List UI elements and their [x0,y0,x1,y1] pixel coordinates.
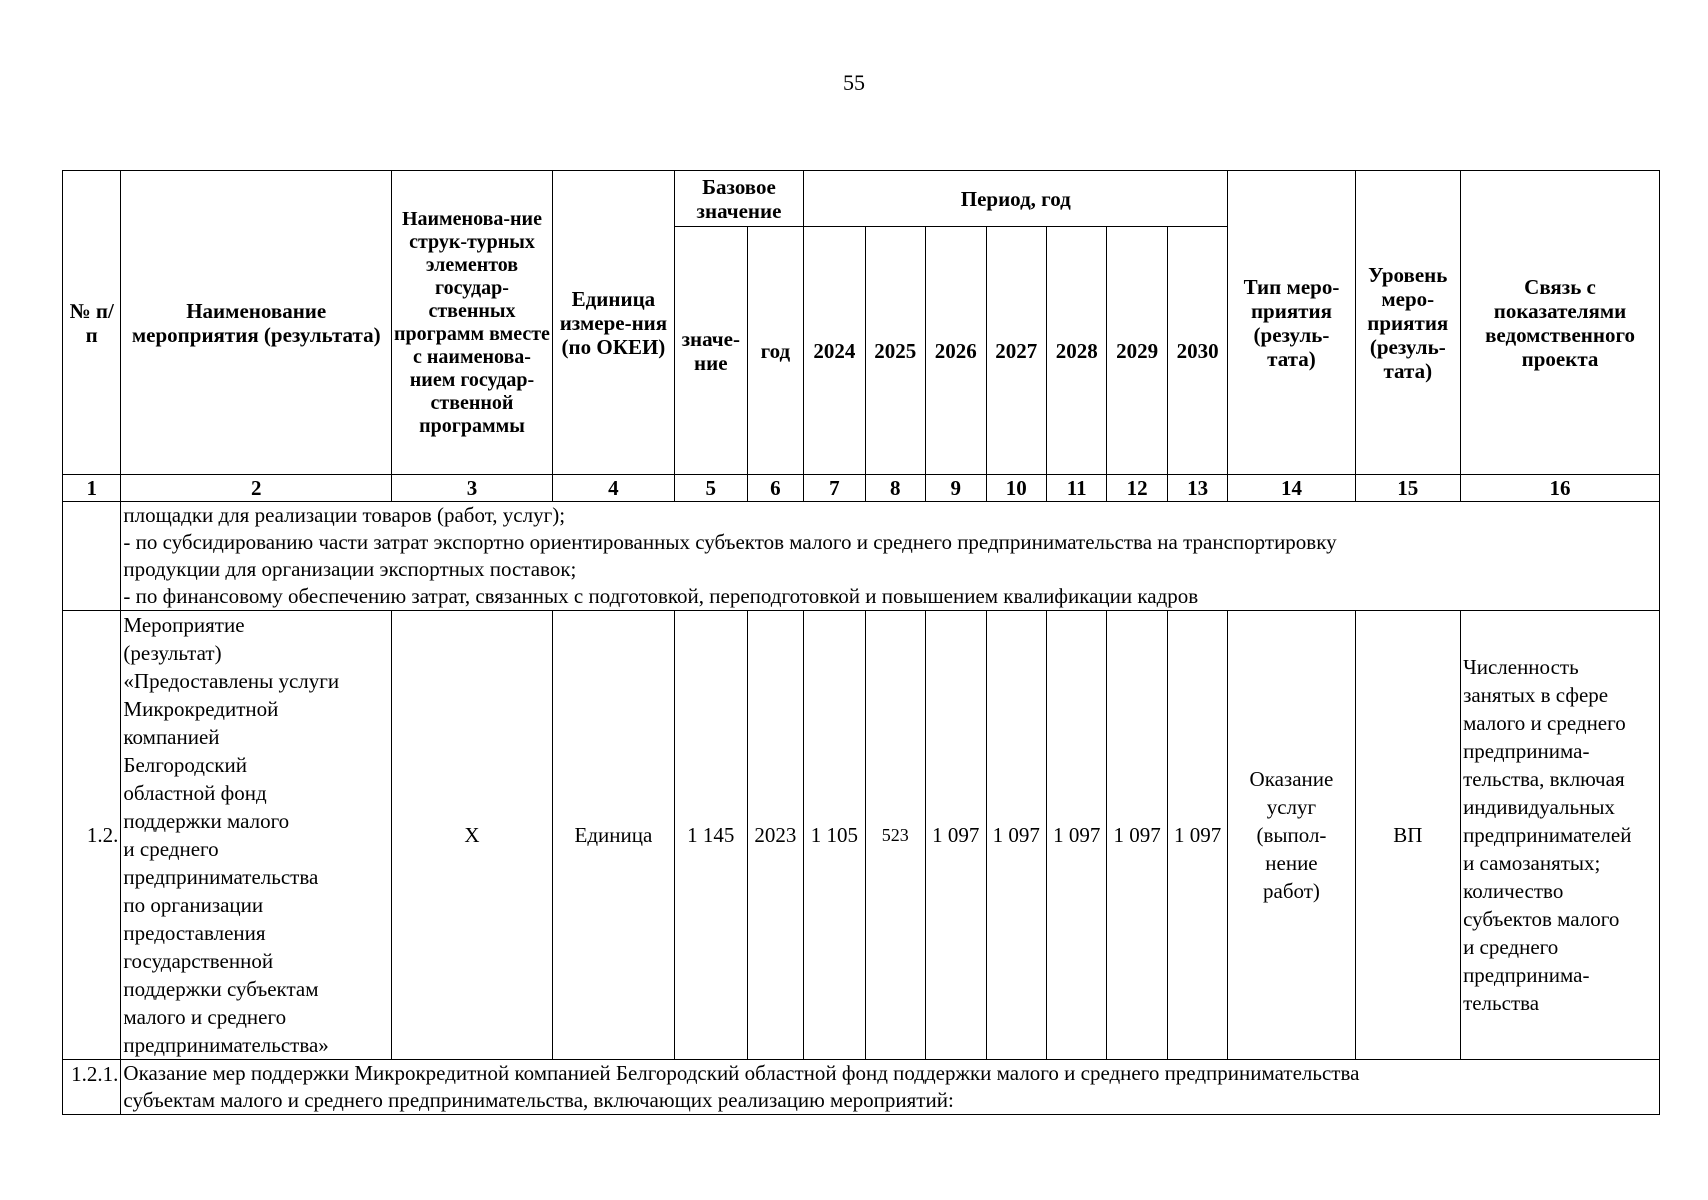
indicator-link [1461,611,1660,1060]
link-line: Численность [1463,655,1579,679]
link-line: субъектов малого [1463,907,1620,931]
name-line: предоставления [123,921,266,945]
name-line: предпринимательства» [123,1033,329,1057]
value-2030: 1 097 [1167,611,1228,1060]
header-name: Наименование мероприятия (результата) [121,171,392,475]
sub-measure-line: субъектам малого и среднего предпринимательства, включающих реализацию мероприятий: [123,1088,954,1112]
sub-measure-line: Оказание мер поддержки Микрокредитной компанией Белгородский областной фонд поддержки малого и среднего предпринимательства [123,1061,1360,1085]
name-line: областной фонд [123,781,267,805]
name-line: «Предоставлены услуги [123,669,340,693]
continuation-line: - по финансовому обеспечению затрат, связанных с подготовкой, переподготовкой и повышением квалификации кадров [123,584,1199,608]
row-number: 1.2. [63,611,121,1060]
empty-cell [63,502,121,611]
header-unit: Единица измере-ния (по ОКЕИ) [552,171,674,475]
header-base-value: значе-ние [674,227,747,475]
value-2025: 523 [865,611,925,1060]
header-link: Связь с показателями ведомственного проекта [1461,171,1660,475]
name-line: Мероприятие [123,613,245,637]
type-line: работ) [1263,879,1320,903]
unit: Единица [552,611,674,1060]
col-number: 11 [1046,475,1106,502]
table-row [63,1060,1660,1115]
base-year: 2023 [747,611,803,1060]
row-number: 1.2.1. [63,1060,121,1115]
col-number: 12 [1107,475,1167,502]
header-year-2028: 2028 [1046,227,1106,475]
measure-name [121,611,392,1060]
header-type: Тип меро-приятия (резуль-тата) [1228,171,1355,475]
structural-element: Х [392,611,553,1060]
name-line: и среднего [123,837,219,861]
col-number: 3 [392,475,553,502]
header-level: Уровень меро-приятия (резуль-тата) [1355,171,1461,475]
name-line: предпринимательства [123,865,319,889]
name-line: поддержки субъектам [123,977,319,1001]
measures-table [62,170,1660,1115]
header-structural: Наименова-ние струк-турных элементов государ-ственных программ вместе с наименова-нием государ-ственной программы [392,171,553,475]
col-number: 2 [121,475,392,502]
value-2027: 1 097 [986,611,1046,1060]
col-number: 16 [1461,475,1660,502]
continuation-line: площадки для реализации товаров (работ, услуг); [123,503,566,527]
name-line: Белгородский [123,753,247,777]
header-year-2029: 2029 [1107,227,1167,475]
measure-type [1228,611,1355,1060]
type-line: нение [1265,851,1318,875]
name-line: (результат) [123,641,222,665]
name-line: малого и среднего [123,1005,287,1029]
value-2024: 1 105 [804,611,866,1060]
col-number: 6 [747,475,803,502]
continuation-line: - по субсидированию части затрат экспортно ориентированных субъектов малого и среднего предпринимательства на транспортировку [123,530,1337,554]
header-year-2027: 2027 [986,227,1046,475]
continuation-line: продукции для организации экспортных поставок; [123,557,577,581]
col-number: 9 [926,475,986,502]
header-year-2024: 2024 [804,227,866,475]
continuation-text [121,502,1660,611]
header-period: Период, год [804,171,1228,227]
link-line: предпринимателей [1463,823,1632,847]
col-number: 5 [674,475,747,502]
link-line: тельства, включая [1463,767,1625,791]
col-number: 15 [1355,475,1461,502]
type-line: (выпол- [1256,823,1327,847]
value-2026: 1 097 [926,611,986,1060]
header-base-year: год [747,227,803,475]
name-line: Микрокредитной [123,697,279,721]
col-number: 4 [552,475,674,502]
value-2028: 1 097 [1046,611,1106,1060]
name-line: государственной [123,949,274,973]
col-number: 13 [1167,475,1228,502]
link-line: предпринима- [1463,963,1590,987]
header-base: Базовое значение [674,171,803,227]
table-row [63,611,1660,1060]
col-number: 10 [986,475,1046,502]
value-2029: 1 097 [1107,611,1167,1060]
col-number: 7 [804,475,866,502]
link-line: занятых в сфере [1463,683,1609,707]
link-line: малого и среднего [1463,711,1626,735]
link-line: и среднего [1463,935,1559,959]
name-line: по организации [123,893,264,917]
header-num: № п/п [63,171,121,475]
header-year-2030: 2030 [1167,227,1228,475]
column-number-row [63,475,1660,502]
link-line: и самозанятых; [1463,851,1601,875]
name-line: компанией [123,725,220,749]
header-year-2025: 2025 [865,227,925,475]
link-line: индивидуальных [1463,795,1615,819]
col-number: 1 [63,475,121,502]
col-number: 8 [865,475,925,502]
link-line: тельства [1463,991,1540,1015]
type-line: Оказание [1249,767,1334,791]
name-line: поддержки малого [123,809,290,833]
col-number: 14 [1228,475,1355,502]
sub-measure-text [121,1060,1660,1115]
base-value: 1 145 [674,611,747,1060]
measure-level: ВП [1355,611,1461,1060]
link-line: предпринима- [1463,739,1590,763]
link-line: количество [1463,879,1564,903]
type-line: услуг [1266,795,1317,819]
page-number: 55 [843,70,865,95]
header-year-2026: 2026 [926,227,986,475]
continuation-row [63,502,1660,611]
